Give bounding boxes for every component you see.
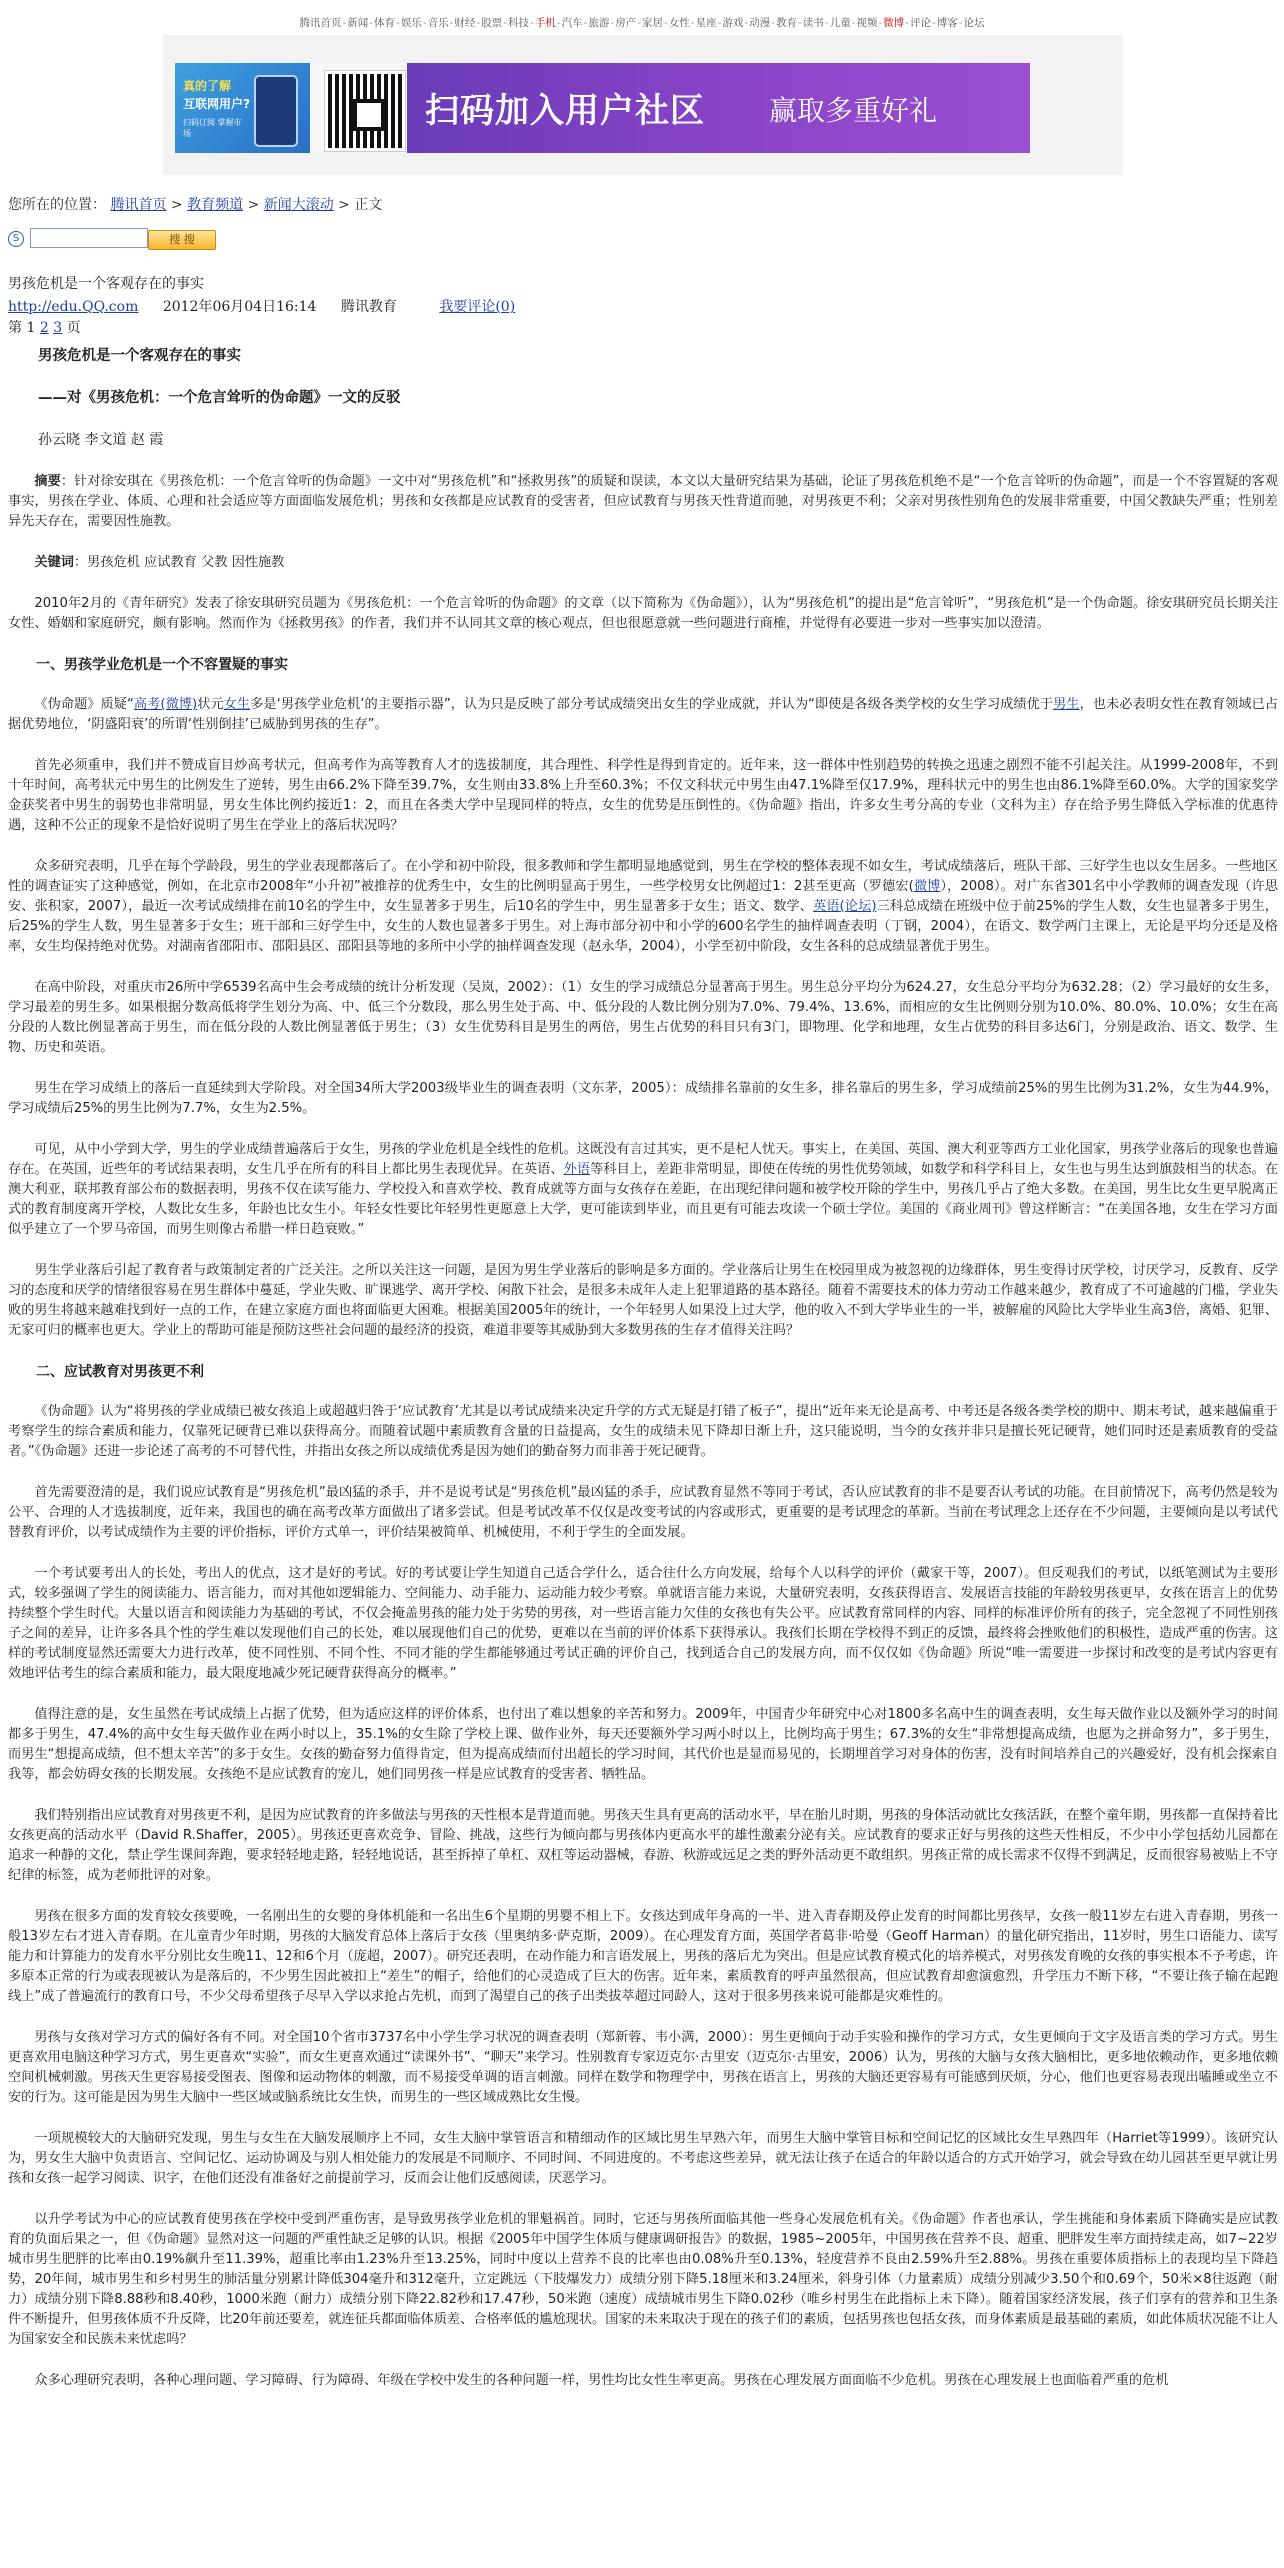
paragraph: 《伪命题》认为“将男孩的学业成绩已被女孩追上或超越归咎于‘应试教育’尤其是以考试成绩来决定升学的方式无疑是打错了板子”，提出“近年来无论是高考、中考还是各级各类学校的期中、期末考试，越来越偏重于考察学生的综合素质和能力，仅靠死记硬背已难以获得高分。而随着试题中素质教育含量的日益提高，女生的成绩未见下降却日渐上升，这只能说明，当今的女孩并非只是擅长死记硬背，她们同时还是素质教育的受益者。”《伪命题》还进一步论述了高考的不可替代性，并指出女孩之所以成绩优秀是因为她们的勤奋努力而非善于死记硬背。 [8,1404,1278,1459]
paragraph: 男生在学习成绩上的落后一直延续到大学阶段。对全国34所大学2003级毕业生的调查表明（文东茅，2005）：成绩排名靠前的女生多，排名靠后的男生多，学习成绩前25%的男生比例为31.2%，女生为44.9%，学习成绩后25%的男生比例为7.7%，女生为2.5%。 [8,1081,1278,1116]
topnav-separator: - [530,17,534,29]
topnav-separator: - [664,17,668,29]
topnav-link[interactable]: 评论 [909,17,931,29]
ad-banner-left-small: 扫码订阅 掌握市场 [183,118,242,138]
topnav-separator: - [637,17,641,29]
article-meta [8,296,515,316]
paragraph [8,857,1278,957]
topnav-link[interactable]: 视频 [856,17,878,29]
keywords-paragraph [8,553,1278,573]
ad-banner-main [407,63,1030,153]
text-run: 多是‘男孩学业危机’的主要指示器”，认为只是反映了部分考试成绩突出女生的学业成就，并认为“即使是各级各类学校的女生学习成绩优于 [250,697,1054,712]
paragraph: 众多心理研究表明，各种心理问题、学习障碍、行为障碍、年级在学校中发生的各种问题一样，男性均比女性生率更高。男孩在心理发展方面面临不少危机。男孩在心理发展上也面临着严重的危机 [34,2373,1169,2388]
breadcrumb-prefix: 您所在的位置： [8,197,106,213]
topnav-link[interactable]: 微博 [883,17,905,29]
topnav-separator: - [744,17,749,29]
source-name: 腾讯教育 [340,299,397,315]
topnav-link[interactable]: 汽车 [561,17,583,29]
article-body [8,346,1278,2412]
section-heading-1: 一、男孩学业危机是一个不容置疑的事实 [36,657,288,673]
pagination-prefix: 第 [8,320,22,336]
paragraph: 值得注意的是，女生虽然在考试成绩上占据了优势，但为适应这样的评价体系，也付出了难以想象的辛苦和努力。2009年，中国青少年研究中心对1800多名高中生的调查表明，女生每天做作业以及额外学习的时间都多于男生，47.4%的高中女生每天做作业在两小时以上，35.1%的女生除了学校上课、做作业外，每天还要额外学习两小时以上，比例均高于男生；67.3%的女生“非常想提高成绩，也愿为之拼命努力”，多于男生，而男生“想提高成绩，但不想太辛苦”的多于女生。女孩的勤奋努力值得肯定，但为提高成绩而付出超长的学习时间，其代价也是显而易见的，长期埋首学习对身体的伤害，没有时间培养自己的兴趣爱好，没有机会探索自我等，都会妨碍女孩的长期发展。女孩绝不是应试教育的宠儿，她们同男孩一样是应试教育的受害者、牺牲品。 [8,1707,1278,1782]
publish-datetime: 2012年06月04日16:14 [162,299,317,315]
breadcrumb-link-news[interactable]: 新闻大滚动 [263,197,334,213]
abstract-label: 摘要 [34,474,61,489]
topnav-separator: - [476,17,481,29]
topnav-link[interactable]: 读书 [802,17,824,29]
topnav-link[interactable]: 教育 [775,17,797,29]
abstract-text: ：针对徐安琪在《男孩危机：一个危言耸听的伪命题》一文中对“男孩危机”和“拯救男孩”的质疑和误读，本文以大量研究结果为基础，论证了男孩危机绝不是“一个危言耸听的伪命题”，而是一个不容置疑的客观事实，男孩在学业、体质、心理和社会适应等方面面临发展危机；男孩和女孩都是应试教育的受害者，但应试教育与男孩天性背道而驰，对男孩更不利；父亲对男孩性别角色的发展非常重要，中国父教缺失严重；性别差异先天存在，需要因性施教。 [8,474,1279,529]
weibo-link[interactable]: 微博 [913,879,941,894]
text-run: 三科总成绩在班级中位于前25%的学生人数，女生也显著多于男生，后25%的学生人数，男生显著多于女生；班干部和三好学生中，女生的人数也显著多于男生。对上海市部分初中和小学的600名学生的抽样调查表明（丁钢，2004），在语文、数学两门主课上，无论是平均分还是及格率，女生均保持绝对优势。对湖南省邵阳市、邵阳县区、邵阳县等地的多所中小学的抽样调查发现（赵永华，2004），小学至初中阶段，女生各科的总成绩显著优于男生。 [8,899,1278,954]
text-run: 众多研究表明，几乎在每个学龄段，男生的学业表现都落后了。在小学和初中阶段，很多教师和学生都明显地感觉到，男生在学校的整体表现不如女生，考试成绩落后，班队干部、三好学生也以女生居多。一些地区性的调查证实了这种感觉，例如，在北京市2008年“小升初”被推荐的优秀生中，女生的比例明显高于男生，一些学校男女比例超过1：2甚至更高（罗德宏( [8,859,1278,894]
paragraph: 在高中阶段，对重庆市26所中学6539名高中生会考成绩的统计分析发现（吴岚，2002）：（1）女生的学习成绩总分显著高于男生。男生总分平均分为624.27，女生总分平均分为632.28；（2）学习最好的女生多，学习最差的男生多。如果根据分数高低将学生划分为高、中、低三个分数段，那么男生处于高、中、低分段的人数比例分别为7.0%、79.4%、13.6%，而相应的女生比例则分别为10.0%、80.0%、10.0%；女生在高分段的人数比例显著高于男生，而在低分段的人数比例显著低于男生；（3）女生优势科目是男生的两倍，男生占优势的科目只有3门，即物理、化学和地理，女生占优势的科目多达6门，分别是政治、语文、数学、生物、历史和英语。 [8,980,1278,1055]
forum-link[interactable]: (论坛) [839,899,877,914]
pagination [8,317,81,337]
topnav-link[interactable]: 女性 [668,17,690,29]
section-heading-2: 二、应试教育对男孩更不利 [36,1364,204,1380]
topnav-link[interactable]: 儿童 [829,17,851,29]
text-run: 状元 [197,697,224,712]
topnav-separator: - [717,17,722,29]
paragraph: 我们特别指出应试教育对男孩更不利，是因为应试教育的许多做法与男孩的天性根本是背道而驰。男孩天生具有更高的活动水平，早在胎儿时期，男孩的身体活动就比女孩活跃，在整个童年期，男孩都一直保持着比女孩更高的活动水平（David R.Shaffer，2005）。男孩还更喜欢竞争、冒险、挑战，这些行为倾向都与男孩体内更高水平的雄性激素分泌有关。应试教育的要求正好与男孩的这些天性相反，不少中小学包括幼儿园都在追求一种静的文化，禁止学生课间奔跑，要求轻轻地走路，轻轻地说话，甚至拆掉了单杠、双杠等运动器械，春游、秋游或远足之类的野外活动更不敢组织。男孩正常的成长需求不仅得不到满足，反而很容易被贴上不守纪律的标签，成为老师批评的对象。 [8,1808,1278,1883]
article-title: 男孩危机是一个客观存在的事实 [38,348,241,364]
topnav-link[interactable]: 股票 [481,17,503,29]
topnav-separator: - [905,17,909,29]
topnav-separator: - [449,17,454,29]
source-url-link[interactable]: http://edu.QQ.com [8,299,139,315]
keywords-text: ：男孩危机 应试教育 父教 因性施教 [73,555,285,570]
top-navigation [0,0,1284,35]
breadcrumb-separator: > [333,197,355,213]
ad-banner[interactable] [175,63,1030,153]
pagination-page-2[interactable]: 2 [39,320,49,336]
breadcrumb-separator: > [166,197,188,213]
paragraph: 首先必须重申，我们并不赞成盲目炒高考状元，但高考作为高等教育人才的选拔制度，其合理性、科学性是得到肯定的。近年来，这一群体中性别趋势的转换之迅速之剧烈不能不引起关注。从1999-2008年，不到十年时间，高考状元中男生的比例发生了逆转，男生由66.2%下降至39.7%，女生则由33.8%上升至60.3%；不仅文科状元中男生由47.1%降至仅17.9%，理科状元中的男生也由86.1%降至60.0%。大学的国家奖学金获奖者中男生的弱势也非常明显，男女生体比例约接近1：2，而且在各类大学中呈现同样的特点，女生的优势是压倒性的。《伪命题》指出，许多女生考分高的专业（文科为主）存在给予男生降低入学标准的优惠待遇，这种不公正的现象不是恰好说明了男生在学业上的落后状况吗？ [8,758,1278,833]
paragraph: 一个考试要考出人的长处，考出人的优点，这才是好的考试。好的考试要让学生知道自己适合学什么，适合往什么方向发展，给每个人以科学的评价（戴家干等，2007）。但反观我们的考试，以纸笔测试为主要形式，较多强调了学生的阅读能力、语言能力，而对其他如逻辑能力、空间能力、动手能力、运动能力较少考察。单就语言能力来说，大量研究表明，女孩获得语言、发展语言技能的年龄较男孩更早，女孩在语言上的优势持续整个学生时代。大量以语言和阅读能力为基础的考试，不仅会掩盖男孩的能力处于劣势的男孩，对一些语言能力欠佳的女孩也有失公平。应试教育常同样的内容、同样的标准评价所有的孩子，完全忽视了不同性别孩子之间的差异，让许多各具个性的学生难以发现他们自己的长处，难以展现他们自己的优势，更难以在当前的评价体系下获得承认。我孩们长期在学校得不到正的反馈，最终将会挫败他们的积极性，造成严重的伤害。这样的考试制度显然还需要大力进行改革，使不同性别、不同个性、不同才能的学生都能够通过考试正确的评价自己，找到适合自己的发展方向，而不仅仅如《伪命题》所说“唯一需要进一步探讨和改变的是考试内容更有效地评估考生的综合素质和能力，最大限度地减少死记硬背获得高分的概率。” [8,1566,1278,1681]
topnav-separator: - [797,17,802,29]
search-input[interactable] [30,228,148,248]
breadcrumb-link-edu[interactable]: 教育频道 [187,197,244,213]
ad-banner-container [163,35,1123,175]
paragraph [8,695,1278,735]
weibo-link[interactable]: (微博) [160,697,198,712]
topnav-link[interactable]: 科技 [508,17,530,29]
paragraph: 首先需要澄清的是，我们说应试教育是“男孩危机”最凶猛的杀手，并不是说考试是“男孩危机”最凶猛的杀手，应试教育显然不等同于考试，否认应试教育的非不是要否认考试的功能。在目前情况下，高考仍然是较为公平、合理的人才选拔制度，近年来，我国也的确在高考改革方面做出了诸多尝试。但是考试改革不仅仅是改变考试的内容或形式，更重要的是考试理念的革新。当前在考试理念上还存在不少问题，主要倾向是以考试代替教育评价，以考试成绩作为主要的评价指标，评价方式单一，评价结果被简单、机械使用，不利于学生的全面发展。 [8,1485,1278,1540]
ad-banner-main-text: 扫码加入用户社区 [425,91,705,131]
keyword-link-english[interactable]: 英语 [812,899,840,914]
topnav-link[interactable]: 动漫 [749,17,771,29]
text-run: 等科目上，差距非常明显，即使在传统的男性优势领域，如数学和科学科目上，女生也与男生达到旗鼓相当的状态。在澳大利亚，联邦教育部公布的数据表明，男孩不仅在读写能力、学校投入和喜欢学校、教育成就等方面与女孩存在差距，在出现纪律问题和被学校开除的学生中，男孩几乎占了绝大多数。在美国，男生比女生更早脱离正式的教育制度离开学校，人数比女生多，年龄也比女生小。年轻女性要比年轻男性更愿意上大学，更可能读到毕业，而且更有可能去攻读一个硕士学位。美国的《商业周刊》曾这样断言：“在美国各地，女生在学习方面似乎建立了一个罗马帝国，而男生则像古希腊一样日趋衰败。” [8,1162,1279,1237]
soso-logo-icon: S [8,231,24,247]
search-button[interactable]: 搜 搜 [148,230,216,250]
pagination-page-3[interactable]: 3 [53,320,63,336]
keyword-link-gaokao[interactable]: 高考 [133,697,161,712]
topnav-link[interactable]: 家居 [642,17,663,29]
topnav-link[interactable]: 新闻 [347,17,369,29]
topnav-separator: - [931,17,936,29]
paragraph: 男生学业落后引起了教育者与政策制定者的广泛关注。之所以关注这一问题，是因为男生学业落后的影响是多方面的。学业落后让男生在校园里成为被忽视的边缘群体，男生变得讨厌学校，讨厌学习，反教育、反学习的态度和厌学的情绪很容易在男生群体中蔓延，学业失败、旷课逃学、离开学校、闲散下社会，是很多未成年人走上犯罪道路的基本路径。随着不需要技术的体力劳动工作越来越少，教育成了不可逾越的门槛，学业失败的男生将越来越难找到好一点的工作，在建立家庭方面也将面临更大困难。根据美国2005年的统计，一个年轻男人如果没上过大学，他的收入不到大学毕业生的一半，被解雇的风险比大学毕业生高3倍，离婚、犯罪、无家可归的概率也更大。学业上的帮助可能是预防这些社会问题的最经济的投资，难道非要等其威胁到大多数男孩的生存才值得关注吗？ [8,1263,1278,1338]
paragraph: 男孩在很多方面的发育较女孩要晚，一名刚出生的女婴的身体机能和一名出生6个星期的男婴不相上下。女孩达到成年身高的一半、进入青春期及停止发育的时间都比男孩早，女孩一般11岁左右进入青春期，男孩一般13岁左右才进入青春期。在儿童青少年时期，男孩的大脑发育总体上落后于女孩（里奥纳多·萨克斯，2009）。在心理发育方面，英国学者葛非·哈曼（Geoff Harman）的量化研究指出，11岁时，男生口语能力、读写能力和计算能力的发育水平分别比女生晚11、12和6个月（庞超，2007）。研究还表明，在动作能力和言语发展上，男孩的落后尤为突出。但是应试教育模式化的培养模式，对男孩发育晚的女孩的事实根本不予考虑，许多原本正常的行为或表现被认为是落后的，不少男生因此被扣上“差生”的帽子，给他们的心灵造成了巨大的伤害。近年来，素质教育的呼声虽然很高，但应试教育却愈演愈烈，升学压力不断下移，“不要让孩子输在起跑线上”成了普遍流行的教育口号，不少父母希望孩子尽早入学以求抢占先机，而到了渴望自己的孩子出类拔萃超过同龄人，这对于很多男孩来说可能都是灾难性的。 [8,1909,1278,2004]
topnav-separator: - [771,17,775,29]
topnav-separator: - [851,17,856,29]
breadcrumb-current: 正文 [354,197,383,213]
topnav-separator: - [824,17,829,29]
topnav-separator: - [396,17,400,29]
topnav-separator: - [342,17,347,29]
topnav-link[interactable]: 腾讯首页 [299,17,342,29]
topnav-link[interactable]: 游戏 [722,17,744,29]
keyword-link-boys[interactable]: 男生 [1053,697,1080,712]
topnav-separator: - [583,17,588,29]
topnav-link[interactable]: 音乐 [427,17,449,29]
ad-banner-left-line2: 互联网用户? [183,97,250,111]
topnav-separator: - [958,17,963,29]
keyword-link-foreign-language[interactable]: 外语 [563,1162,591,1177]
text-run: ），2008）。对广东省301名中小学教师的调查发现（许思安、张积家，2007），最近一次考试成绩排在前10名的学生中，女生显著多于男生，后10名的学生中，男生显著多于女生；语文、数学、 [8,879,1279,914]
article-subtitle: ——对《男孩危机：一个危言耸听的伪命题》一文的反驳 [38,390,401,406]
text-run: ，也未必表明女性在教育领域已占据优势地位，‘阴盛阳衰’的所谓‘性别倒挂’已威胁到男孩的生存”。 [8,697,1279,732]
topnav-link[interactable]: 旅游 [588,17,610,29]
article-authors: 孙云晓 李文道 赵 霞 [38,432,164,448]
paragraph: 一项规模较大的大脑研究发现，男生与女生在大脑发展顺序上不同，女生大脑中掌管语言和精细动作的区域比男生早熟六年，而男生大脑中掌管目标和空间记忆的区域比女生早熟四年（Harriet等1999）。该研究认为，男女生大脑中负责语言、空间记忆、运动协调及与别人相处能力的发展是不同顺序、不同时间、不同进度的。不考虑这些差异，就无法让孩子在适合的年龄以适合的方式开始学习，就会导致在幼儿园甚至更早就让男孩和女孩一起学习阅读、识字，在他们还没有准备好之前提前学习，反而会让他们反感阅读，厌恶学习。 [8,2131,1278,2186]
topnav-link[interactable]: 房产 [615,17,637,29]
topnav-link[interactable]: 财经 [454,17,476,29]
topnav-link[interactable]: 博客 [936,17,958,29]
topnav-separator: - [422,17,427,29]
abstract-paragraph [8,472,1278,532]
pagination-current: 1 [26,320,36,336]
pagination-suffix: 页 [66,320,81,336]
breadcrumb-separator: > [243,197,264,213]
topnav-separator: - [610,17,615,29]
topnav-separator: - [369,17,374,29]
qr-code-icon [325,71,405,151]
text-run: 可见，从中小学到大学，男生的学业成绩普遍落后于女生，男孩的学业危机是全线性的危机。这既没有言过其实，更不是杞人忧天。事实上，在美国、英国、澳大利亚等西方工业化国家，男孩学业落后的现象也普遍存在。在英国，近些年的考试结果表明，女生几乎在所有的科目上都比男生表现优异。在英语、 [8,1142,1278,1177]
topnav-link[interactable]: 星座 [695,17,717,29]
paragraph: 以升学考试为中心的应试教育使男孩在学校中受到严重伤害，是导致男孩学业危机的罪魁祸首。同时，它还与男孩所面临其他一些身心发展危机有关。《伪命题》作者也承认，学生挑能和身体素质下降确实是应试教育的负面后果之一，但《伪命题》显然对这一问题的严重性缺乏足够的认识。根据《2005年中国学生体质与健康调研报告》的数据，1985~2005年，中国男孩在营养不良、超重、肥胖发生率方面持续走高，如7~22岁城市男生肥胖的比率由0.19%飙升至11.39%，超重比率由1.23%升至13.25%，同时中度以上营养不良的比率也由0.08%升至0.13%，轻度营养不良由2.59%升至2.88%。男孩在重要体质指标上的表现均呈下降趋势，20年间，城市男生和乡村男生的肺活量分别累计降低304毫升和312毫升，立定跳远（下肢爆发力）成绩分别下降5.18厘米和3.24厘米，斜身引体（力量素质）成绩分别减少3.50个和0.69个，50米×8往返跑（耐力）成绩分别下降8.88秒和8.40秒，1000米跑（耐力）成绩分别下降22.82秒和17.47秒，50米跑（速度）成绩城市男生下降0.02秒（唯乡村男生在此指标上未下降）。随着国家经济发展，孩子们享有的营养和卫生条件不断提升，但男孩体质不升反降，比20年前还要差，就连征兵都面临体质差、合格率低的尴尬现状。国家的未来取决于现在的孩子们的素质，包括男孩也包括女孩，而身体素质是最基础的素质，如此体质状况能不让人为国家安全和民族未来忧虑吗？ [8,2212,1278,2347]
topnav-link[interactable]: 娱乐 [400,17,422,29]
topnav-separator: - [878,17,883,29]
topnav-link[interactable]: 体育 [374,17,396,29]
keyword-link-girls[interactable]: 女生 [223,697,251,712]
ad-banner-main-text2: 赢取多重好礼 [769,94,938,127]
comment-link[interactable]: 我要评论(0) [439,299,516,315]
paragraph: 男孩与女孩对学习方式的偏好各有不同。对全国10个省市3737名中小学生学习状况的调查表明（郑新蓉、韦小满，2000）：男生更倾向于动手实验和操作的学习方式，女生更倾向于文字及语言类的学习方式。男生更喜欢用电脑这种学习方式，男生更喜欢“实验”，而女生更喜欢通过“读课外书”、“聊天”来学习。性别教育专家迈克尔·古里安（迈克尔·古里安，2006）认为，男孩的大脑与女孩大脑相比，更多地依赖动作，更多地依赖空间机械刺激。男孩天生更容易接受图表、图像和运动物体的刺激，而不易接受单调的语言刺激。同样在数学和物理学中，男孩在语言上，男孩的大脑还更容易有可能感到厌烦，分心，他们也更容易表现出嗑睡或坐立不安的行为。这可能是因为男生大脑中一些区域或脑系统比女生快，而男生的一些区域成熟比女生慢。 [8,2030,1278,2105]
breadcrumb-link-home[interactable]: 腾讯首页 [110,197,167,213]
paragraph [8,1140,1278,1240]
ad-banner-left-line1: 真的了解 [183,79,232,93]
text-run: 《伪命题》质疑“ [34,697,134,712]
keywords-label: 关键词 [34,555,74,570]
topnav-link[interactable]: 手机 [534,17,556,29]
topnav-separator: - [503,17,508,29]
intro-paragraph: 2010年2月的《青年研究》发表了徐安琪研究员题为《男孩危机：一个危言耸听的伪命题》的文章（以下简称为《伪命题》），认为“男孩危机”的提出是“危言耸听”，“男孩危机”是一个伪命题。徐安琪研究员长期关注女性、婚姻和家庭研究，颇有影响。然而作为《拯救男孩》的作者，我们并不认同其文章的核心观点，但也很愿意就一些问题进行商榷，并觉得有必要进一步对一些事实加以澄清。 [8,596,1278,631]
breadcrumb [8,194,382,214]
topnav-separator: - [556,17,561,29]
ad-banner-left-panel [175,63,310,153]
topnav-link[interactable]: 论坛 [963,17,985,29]
article-header-title: 男孩危机是一个客观存在的事实 [8,276,204,292]
phone-icon [254,75,298,147]
topnav-separator: - [690,17,695,29]
